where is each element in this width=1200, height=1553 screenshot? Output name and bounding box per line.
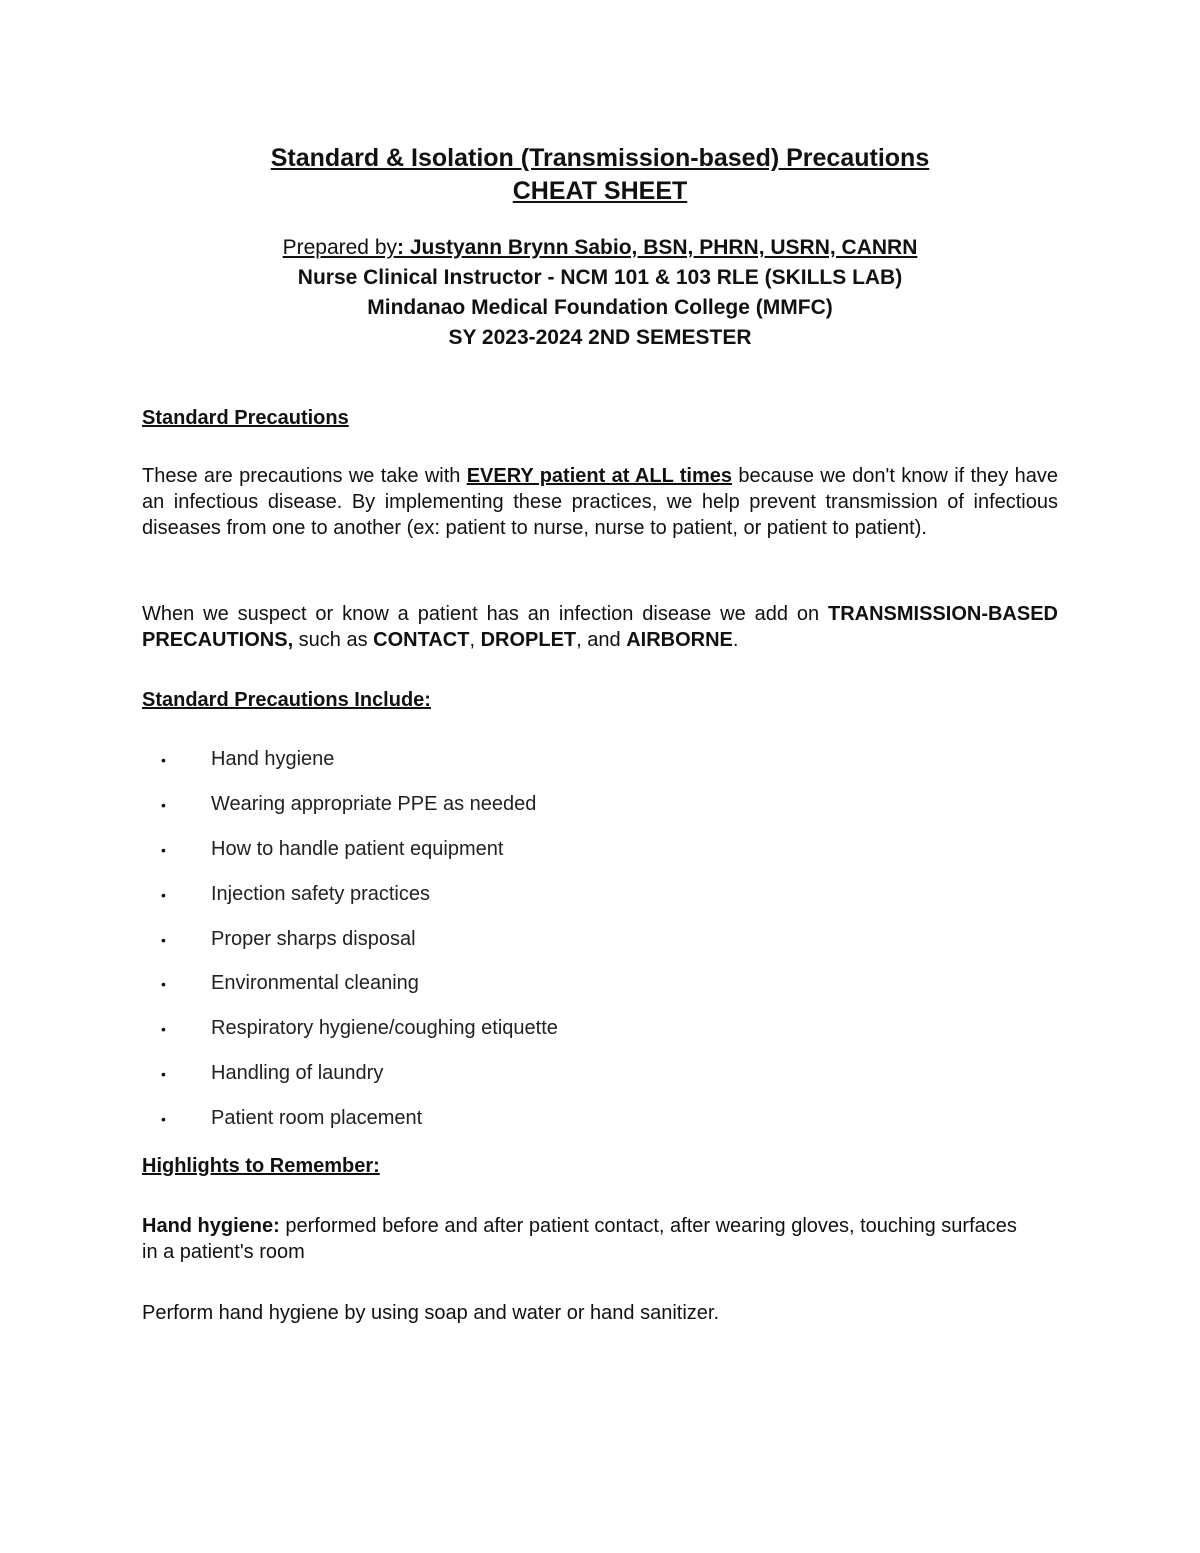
bullet-icon: • [161,1111,166,1127]
standard-paragraph-1: These are precautions we take with EVERY patient at ALL times because we don't know if they have an infectious disease. By implementing these practices, we help prevent transmission of infectious diseases from one to another (ex: patient to nurse, nurse to patient, or patient to patient). [142,465,1058,539]
list-item: • How to handle patient equipment [161,838,504,860]
highlights-heading: Highlights to Remember: [142,1155,380,1177]
hand-hygiene-note: Hand hygiene: performed before and after patient contact, after wearing gloves, touching surfaces in a patient's room [142,1215,1017,1263]
list-item: • Respiratory hygiene/coughing etiquette [161,1017,558,1039]
school-name: Mindanao Medical Foundation College (MMFC) [367,296,833,319]
prepared-by-name: : Justyann Brynn Sabio, BSN, PHRN, USRN, CANRN [397,236,918,259]
school-term: SY 2023-2024 2ND SEMESTER [448,326,752,349]
doc-subtitle: CHEAT SHEET [512,177,688,205]
doc-title: Standard & Isolation (Transmission-based) Precautions [270,144,930,172]
prepared-by-line [0,236,1200,260]
bullet-icon: • [161,1066,166,1082]
bullet-icon: • [161,887,166,903]
list-item: • Patient room placement [161,1107,423,1129]
bullet-icon: • [161,842,166,858]
list-item: • Hand hygiene [161,748,335,770]
prepared-by-label: Prepared by [282,236,397,259]
bullet-icon: • [161,797,166,813]
author-role: Nurse Clinical Instructor - NCM 101 & 103 RLE (SKILLS LAB) [297,266,903,289]
standard-heading: Standard Precautions [142,407,349,429]
list-item: • Injection safety practices [161,883,430,905]
list-item: • Handling of laundry [161,1062,384,1084]
list-item: • Wearing appropriate PPE as needed [161,793,537,815]
standard-paragraph-2: When we suspect or know a patient has an infection disease we add on TRANSMISSION-BASED PRECAUTIONS, such as CONTACT, DROPLET, and AIRBORNE. [142,603,1058,651]
list-item: • Proper sharps disposal [161,928,416,950]
include-heading: Standard Precautions Include: [142,689,431,711]
every-patient-emphasis: EVERY patient at ALL times [466,465,733,487]
bullet-icon: • [161,752,166,768]
bullet-icon: • [161,1021,166,1037]
hand-hygiene-method: Perform hand hygiene by using soap and water or hand sanitizer. [142,1302,720,1324]
bullet-icon: • [161,932,166,948]
list-item: • Environmental cleaning [161,972,419,994]
hand-hygiene-label: Hand hygiene: [142,1215,280,1237]
bullet-icon: • [161,976,166,992]
